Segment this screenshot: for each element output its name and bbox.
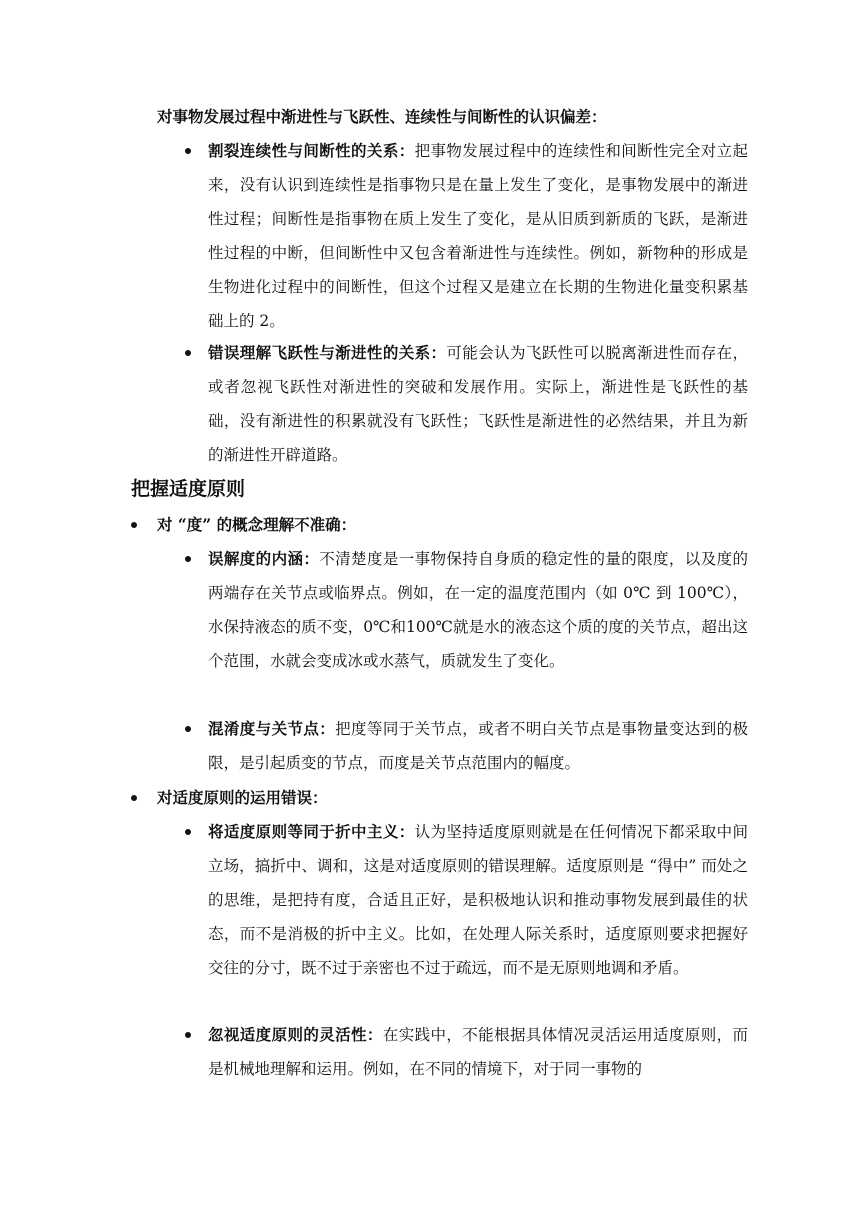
bullet <box>185 726 191 732</box>
item-text: 可能会认为飞跃性可以脱离渐进性而存在，或者忽视飞跃性对渐进性的突破和发展作用。实际上，渐进性是飞跃性的基础，没有渐进性的积累就没有飞跃性；飞跃性是渐进性的必然结果，并且为新的渐进性开辟道路。 <box>208 344 748 464</box>
section-title: 把握适度原则 <box>131 478 246 500</box>
list-item <box>208 542 748 678</box>
item-term: 错误理解飞跃性与渐进性的关系： <box>208 343 447 362</box>
bullet <box>185 148 191 154</box>
bullet <box>131 522 137 528</box>
list-item <box>208 815 748 985</box>
intro-heading: 对事物发展过程中渐进性与飞跃性、连续性与间断性的认识偏差： <box>157 107 607 126</box>
item-term: 忽视适度原则的灵活性： <box>208 1025 383 1044</box>
item-text: 不清楚度是一事物保持自身质的稳定性的量的限度，以及度的两端存在关节点或临界点。例如，在一定的温度范围内（如 0℃ 到 100℃），水保持液态的质不变，0℃和100℃就是水的液态这个质的度的关节点，超出这个范围，水就会变成冰或水蒸气，质就发生了变化。 <box>208 550 748 670</box>
bullet <box>131 795 137 801</box>
item-text: 在实践中，不能根据具体情况灵活运用适度原则，而是机械地理解和运用。例如，在不同的情境下，对于同一事物的 <box>208 1026 748 1078</box>
item-text: 把事物发展过程中的连续性和间断性完全对立起来，没有认识到连续性是指事物只是在量上发生了变化，是事物发展中的渐进性过程；间断性是指事物在质上发生了变化，是从旧质到新质的飞跃，是渐进性过程的中断，但间断性中又包含着渐进性与连续性。例如，新物种的形成是生物进化过程中的间断性，但这个过程又是建立在长期的生物进化量变积累基础上的 2。 <box>208 142 748 330</box>
item-text: 认为坚持适度原则就是在任何情况下都采取中间立场，搞折中、调和，这是对适度原则的错误理解。适度原则是 “得中” 而处之的思维，是把持有度，合适且正好，是积极地认识和推动事物发展到最佳的状态，而不是消极的折中主义。比如，在处理人际关系时，适度原则要求把握好交往的分寸，既不过于亲密也不过于疏远，而不是无原则地调和矛盾。 <box>208 823 748 977</box>
list-item <box>208 134 748 338</box>
item-term: 误解度的内涵： <box>208 549 320 568</box>
item-term: 混淆度与关节点： <box>208 719 336 738</box>
group-label: 对适度原则的运用错误： <box>157 788 328 807</box>
item-term: 割裂连续性与间断性的关系： <box>208 141 415 160</box>
group-label: 对 “度” 的概念理解不准确： <box>157 515 357 534</box>
list-item <box>208 1018 748 1086</box>
bullet <box>185 556 191 562</box>
list-item <box>208 712 748 780</box>
item-term: 将适度原则等同于折中主义： <box>208 822 415 841</box>
bullet <box>185 829 191 835</box>
item-text: 把度等同于关节点，或者不明白关节点是事物量变达到的极限，是引起质变的节点，而度是关节点范围内的幅度。 <box>208 720 748 772</box>
bullet <box>185 1032 191 1038</box>
list-item <box>208 336 748 472</box>
bullet <box>185 350 191 356</box>
